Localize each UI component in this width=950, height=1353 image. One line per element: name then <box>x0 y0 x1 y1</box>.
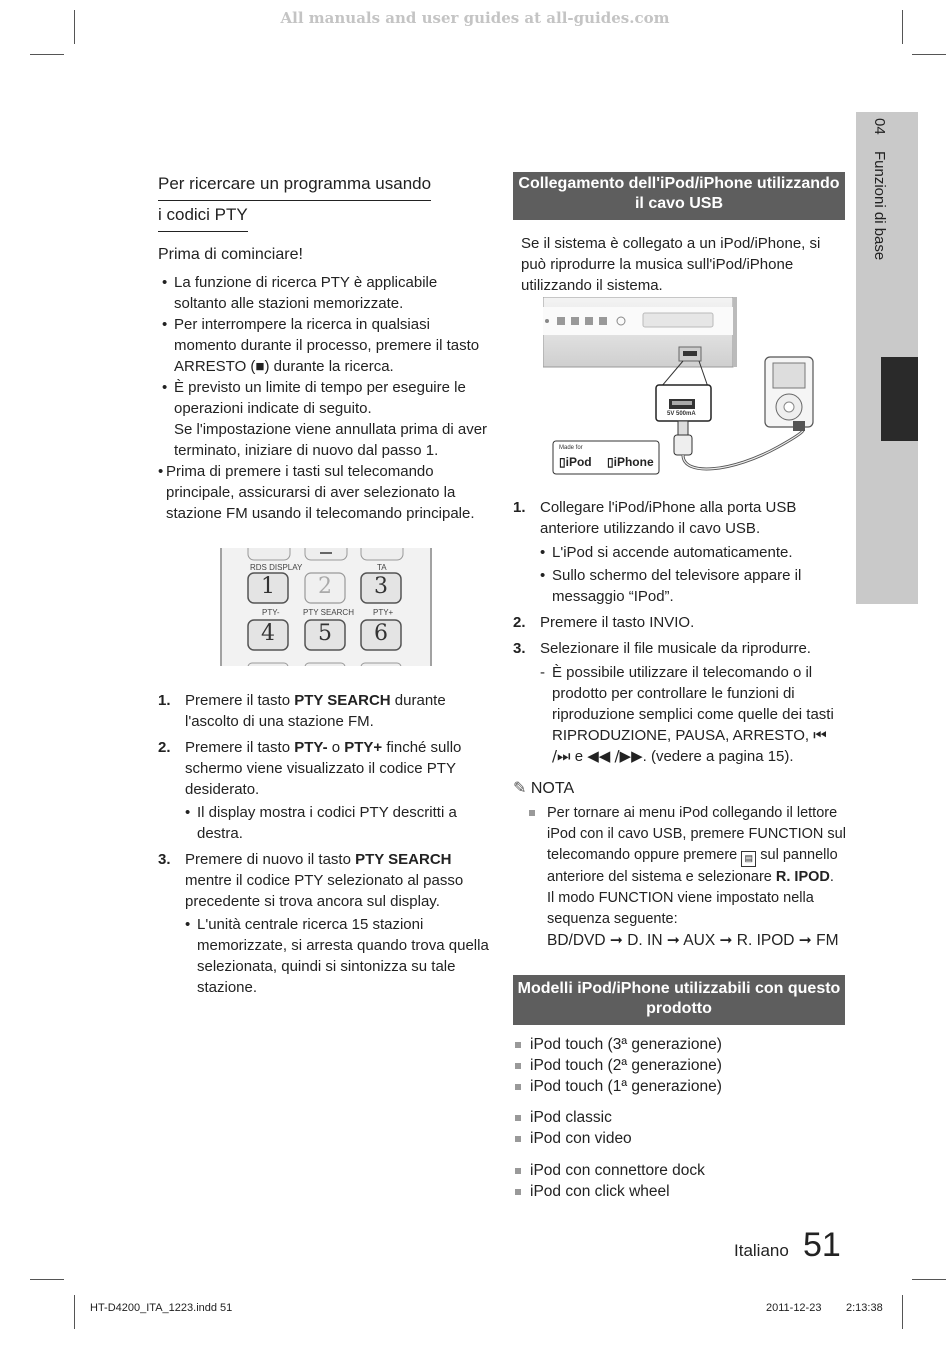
step-item: 3. Selezionare il file musicale da riprodurre. - È possibile utilizzare il telecomando o il prodotto per controllare le funzioni di riproduzione semplici come quelle dei tasti RIPRODUZIONE, PAUSA, ARRESTO, ⏮ /⏭ e ◀◀ /▶▶. (vedere a pagina 15). <box>513 638 848 767</box>
note-heading: ✎ NOTA <box>513 778 575 797</box>
sub-item: - È possibile utilizzare il telecomando o il prodotto per controllare le funzioni di riproduzione semplici come quelle dei tasti RIPRODUZIONE, PAUSA, ARRESTO, ⏮ /⏭ e ◀◀ /▶▶. (vedere a pagina 15). <box>540 662 848 767</box>
remote-label-pty-minus: PTY- <box>262 608 280 617</box>
ipod-steps <box>513 497 848 772</box>
step-item: 3. Premere di nuovo il tasto PTY SEARCH mentre il codice PTY selezionato al passo precedente si trova ancora sul display. • L'unità centrale ricerca 15 stazioni memorizzate, si arresta quando trova quella selezionata, quindi si sintonizza su tale stazione. <box>158 849 493 998</box>
intro-text: Se il sistema è collegato a un iPod/iPhone, si può riprodurre la musica sull'iPod/iPhone utilizzando il sistema. <box>521 235 821 294</box>
ipod-logo: ▯iPod <box>559 455 592 469</box>
sub-item: • Sullo schermo del televisore appare il messaggio “IPod”. <box>540 565 848 607</box>
note-list <box>527 803 849 952</box>
crop-mark <box>902 10 903 44</box>
crop-mark <box>30 54 64 55</box>
made-for-label: Made for <box>559 445 583 451</box>
list-item: iPod touch (3ª generazione) <box>513 1034 843 1055</box>
section-title: Per ricercare un programma usando i codici PTY <box>158 170 468 232</box>
footer-language: Italiano <box>734 1241 789 1260</box>
list-item: iPod con click wheel <box>513 1181 843 1202</box>
remote-control-illustration <box>220 548 432 666</box>
remote-label-rds-display: RDS DISPLAY <box>250 563 303 572</box>
list-item: • È previsto un limite di tempo per eseguire le operazioni indicate di seguito. Se l'impostazione viene annullata prima di aver terminato, iniziare di nuovo dal passo 1. <box>158 377 493 461</box>
remote-label-pty-search: PTY SEARCH <box>303 608 354 617</box>
chapter-title: Funzioni di base <box>871 150 888 261</box>
stop-icon: ■ <box>255 358 265 375</box>
footer-filename: HT-D4200_ITA_1223.indd 51 <box>90 1302 233 1314</box>
step-item: 1. Premere il tasto PTY SEARCH durante l'ascolto di una stazione FM. <box>158 692 446 730</box>
list-item: • Per interrompere la ricerca in qualsiasi momento durante il processo, premere il tasto ARRESTO (■) durante la ricerca. <box>158 314 493 377</box>
remote-key-5: 5 <box>318 621 332 646</box>
page-number: 51 <box>803 1226 841 1264</box>
list-item: iPod touch (1ª generazione) <box>513 1076 843 1097</box>
usb-port-label: 5V 500mA <box>667 411 696 417</box>
list-item: iPod con connettore dock <box>513 1160 843 1181</box>
remote-label-ta: TA <box>377 563 387 572</box>
sub-item: • L'iPod si accende automaticamente. <box>540 542 848 563</box>
pty-steps <box>158 690 493 1003</box>
section-header-models: Modelli iPod/iPhone utilizzabili con questo prodotto <box>513 975 845 1025</box>
crop-mark <box>30 1279 64 1280</box>
crop-mark <box>74 10 75 44</box>
pencil-icon: ✎ <box>513 778 527 797</box>
remote-key-1: 1 <box>261 574 275 599</box>
footer-date: 2011-12-23 <box>766 1302 822 1314</box>
remote-key-6: 6 <box>374 621 388 646</box>
section-header-usb: Collegamento dell'iPod/iPhone utilizzando il cavo USB <box>513 172 845 220</box>
step-item: 1. Collegare l'iPod/iPhone alla porta USB anteriore utilizzando il cavo USB. • L'iPod si accende automaticamente. • Sullo schermo del televisore appare il messaggio “IPod”. <box>513 497 848 607</box>
list-item: • Prima di premere i tasti sul telecomando principale, assicurarsi di aver selezionato la stazione FM usando il telecomando principale. <box>154 461 493 524</box>
rewind-icon: ◀◀ <box>587 747 611 765</box>
step-item: 2. Premere il tasto PTY- o PTY+ finché sullo schermo viene visualizzato il codice PTY desiderato. • Il display mostra i codici PTY descritti a destra. <box>158 737 493 844</box>
chapter-number: 04 <box>871 118 888 135</box>
skip-back-icon: ⏮ <box>813 726 827 744</box>
crop-mark <box>912 1279 946 1280</box>
models-list-classic <box>513 1107 843 1149</box>
section-subtitle: Prima di cominciare! <box>158 246 303 263</box>
sub-item: • L'unità centrale ricerca 15 stazioni memorizzate, si arresta quando trova quella selezionata, quindi si sintonizza su tale stazione. <box>185 914 493 998</box>
crop-mark <box>902 1295 903 1329</box>
function-button-icon: ▤ <box>741 851 756 867</box>
footer-time: 2:13:38 <box>846 1302 883 1314</box>
fast-forward-icon: /▶▶ <box>614 747 643 765</box>
sub-item: • Il display mostra i codici PTY descritti a destra. <box>185 802 493 844</box>
note-item: Per tornare ai menu iPod collegando il lettore iPod con il cavo USB, premere FUNCTION sul telecomando oppure premere ▤ sul pannello anteriore del sistema e selezionare R. IPOD. Il modo FUNCTION viene impostato nella sequenza seguente: BD/DVD ➞ D. IN ➞ AUX ➞ R. IPOD ➞ FM <box>527 803 849 952</box>
step-item: 2. Premere il tasto INVIO. <box>513 614 695 631</box>
remote-label-pty-plus: PTY+ <box>373 608 394 617</box>
function-sequence: BD/DVD ➞ D. IN ➞ AUX ➞ R. IPOD ➞ FM <box>547 931 839 949</box>
remote-key-4: 4 <box>261 621 275 646</box>
ipod-connection-illustration <box>543 297 843 482</box>
models-list-dock <box>513 1160 843 1202</box>
list-item: iPod con video <box>513 1128 843 1149</box>
crop-mark <box>74 1295 75 1329</box>
remote-key-3: 3 <box>374 574 388 599</box>
skip-forward-icon: /⏭ <box>552 747 571 765</box>
list-item: iPod touch (2ª generazione) <box>513 1055 843 1076</box>
prerequisite-list <box>158 272 493 524</box>
remote-key-2: 2 <box>318 574 332 599</box>
iphone-logo: ▯iPhone <box>607 455 654 469</box>
models-list-touch <box>513 1034 843 1097</box>
list-item: • La funzione di ricerca PTY è applicabile soltanto alle stazioni memorizzate. <box>158 272 493 314</box>
watermark: All manuals and user guides at all-guides.com <box>280 9 670 27</box>
crop-mark <box>912 54 946 55</box>
chapter-tab-label <box>856 118 888 598</box>
list-item: iPod classic <box>513 1107 843 1128</box>
